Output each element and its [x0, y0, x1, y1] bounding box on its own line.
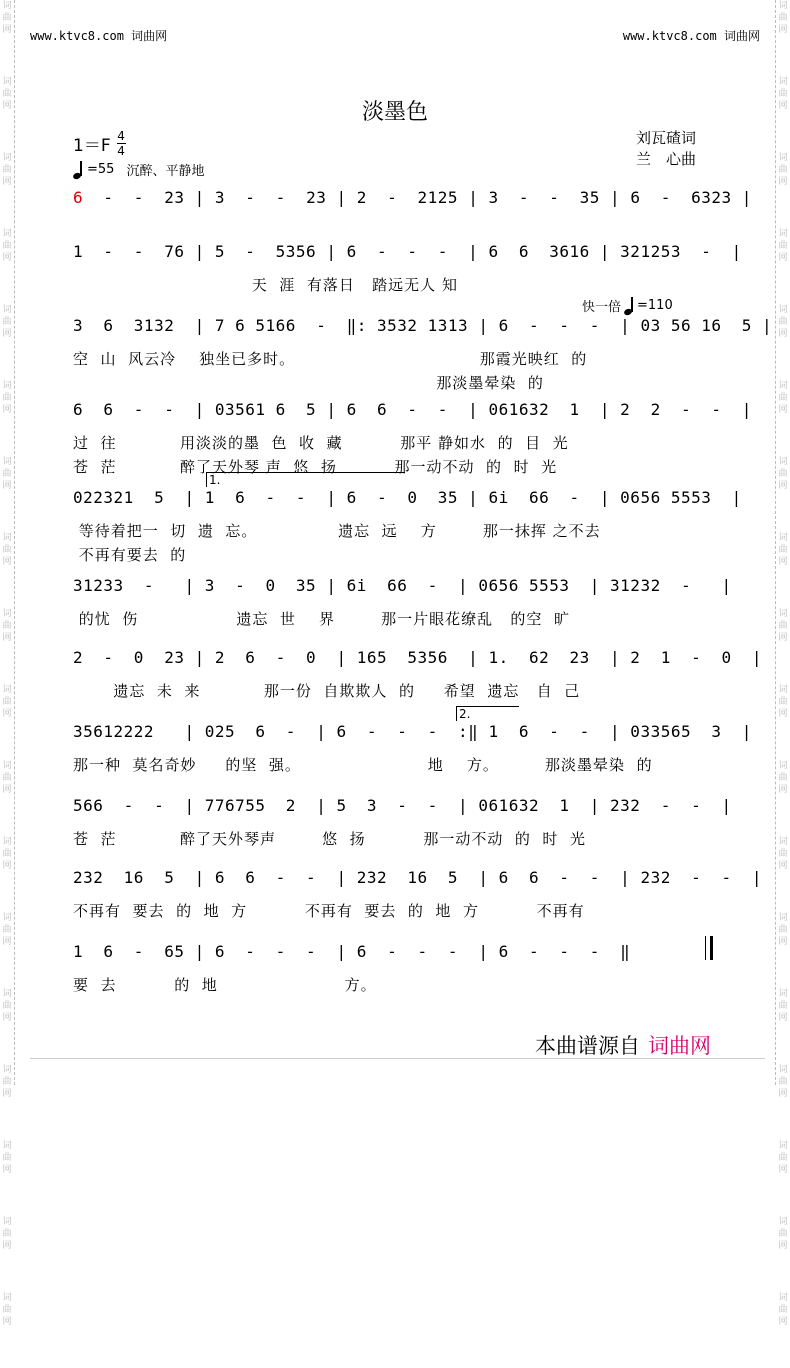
- notation-line: 31233 - | 3 - 0 35 | 6i 66 - | 0656 5553 | 31232 - |: [73, 576, 732, 595]
- side-watermark-char: 曲: [2, 469, 12, 479]
- lyric-line-2: 那淡墨晕染 的: [73, 374, 544, 392]
- footer-brand: 词曲网: [648, 1034, 711, 1058]
- side-watermark-char: 曲: [2, 1305, 12, 1315]
- left-watermark-strip: [0, 0, 15, 1327]
- side-watermark-char: 网: [2, 1089, 12, 1099]
- time-signature: [117, 130, 126, 157]
- side-watermark-char: 词: [778, 1065, 788, 1075]
- side-watermark-char: 曲: [2, 849, 12, 859]
- side-watermark-char: 词: [778, 1293, 788, 1303]
- side-watermark-char: 曲: [778, 773, 788, 783]
- side-watermark-char: 网: [2, 329, 12, 339]
- lyric-line: 苍 茫 醉了天外琴声 悠 扬 那一动不动 的 时 光: [73, 830, 586, 848]
- side-watermark-char: 曲: [778, 469, 788, 479]
- notation-line: 6 6 - - | 03561 6 5 | 6 6 - - | 061632 1 | 2 2 - - |: [73, 400, 752, 419]
- side-watermark-char: 曲: [778, 241, 788, 251]
- side-watermark-char: 词: [778, 609, 788, 619]
- side-watermark-char: 曲: [2, 241, 12, 251]
- side-watermark-char: 网: [778, 329, 788, 339]
- side-watermark-char: 曲: [2, 393, 12, 403]
- side-watermark-char: 网: [2, 861, 12, 871]
- key-signature: [73, 130, 126, 157]
- notation-line: 1 - - 76 | 5 - 5356 | 6 - - - | 6 6 3616 | 321253 - |: [73, 242, 742, 261]
- lyric-line-2: 苍 茫 醉了天外琴 声 悠 扬 那一动不动 的 时 光: [73, 458, 558, 476]
- lyric-line: 等待着把一 切 遗 忘。 遗忘 远 方 那一抹挥 之不去: [73, 522, 601, 540]
- side-watermark-char: 词: [778, 229, 788, 239]
- side-watermark-char: 网: [778, 1241, 788, 1251]
- right-watermark-strip: [775, 0, 790, 1327]
- side-watermark-char: 词: [2, 1, 12, 11]
- side-watermark-char: 曲: [2, 697, 12, 707]
- side-watermark-char: 词: [778, 457, 788, 467]
- side-watermark-char: 网: [2, 177, 12, 187]
- notation-line: 2 - 0 23 | 2 6 - 0 | 165 5356 | 1. 62 23 | 2 1 - 0 |: [73, 648, 763, 667]
- side-watermark-char: 网: [2, 253, 12, 263]
- quarter-note-icon: [73, 161, 83, 179]
- side-watermark-char: 网: [778, 937, 788, 947]
- side-watermark-char: 曲: [778, 165, 788, 175]
- side-watermark-char: 网: [2, 633, 12, 643]
- tempo-value: =55: [87, 162, 115, 177]
- notation-line: 566 - - | 776755 2 | 5 3 - - | 061632 1 | 232 - - |: [73, 796, 732, 815]
- side-watermark-char: 网: [778, 1013, 788, 1023]
- side-watermark-char: 词: [778, 1141, 788, 1151]
- song-title: 淡墨色: [361, 100, 428, 125]
- side-watermark-char: 网: [2, 481, 12, 491]
- side-watermark-char: 网: [778, 1317, 788, 1327]
- side-watermark-char: 网: [2, 709, 12, 719]
- side-watermark-char: 网: [2, 1165, 12, 1175]
- side-watermark-char: 词: [2, 837, 12, 847]
- side-watermark-char: 网: [778, 633, 788, 643]
- side-watermark-char: 网: [2, 1013, 12, 1023]
- side-watermark-char: 曲: [778, 13, 788, 23]
- side-watermark-char: 网: [778, 405, 788, 415]
- notation-line: 232 16 5 | 6 6 - - | 232 16 5 | 6 6 - - | 232 - - |: [73, 868, 763, 887]
- side-watermark-char: 曲: [2, 1229, 12, 1239]
- side-watermark-char: 词: [778, 381, 788, 391]
- key-label: 1＝F: [73, 136, 111, 156]
- lyric-line: 不再有 要去 的 地 方 不再有 要去 的 地 方 不再有: [73, 902, 585, 920]
- notation-line: 35612222 | 025 6 - | 6 - - - :‖ 1 6 - - | 033565 3 |: [73, 722, 752, 741]
- quarter-note-icon: [624, 297, 634, 315]
- side-watermark-char: 曲: [2, 925, 12, 935]
- side-watermark-char: 网: [778, 785, 788, 795]
- side-watermark-char: 词: [778, 761, 788, 771]
- notation-line: 022321 5 | 1 6 - - | 6 - 0 35 | 6i 66 - | 0656 5553 |: [73, 488, 742, 507]
- side-watermark-char: 词: [778, 989, 788, 999]
- side-watermark-char: 网: [778, 25, 788, 35]
- notation-line: [73, 188, 752, 207]
- side-watermark-char: 曲: [778, 1305, 788, 1315]
- volta-bracket: 2.: [456, 706, 519, 721]
- mood-text: 沉醉、平静地: [126, 164, 205, 179]
- side-watermark-char: 词: [778, 533, 788, 543]
- side-watermark-char: 词: [2, 1141, 12, 1151]
- side-watermark-char: 网: [2, 1241, 12, 1251]
- lyricist: 刘瓦碴词: [636, 129, 697, 147]
- side-watermark-char: 曲: [2, 13, 12, 23]
- side-watermark-char: 词: [778, 837, 788, 847]
- side-watermark-char: 网: [2, 785, 12, 795]
- time-top: 4: [117, 129, 125, 143]
- volta-bracket: 1.: [206, 472, 405, 487]
- side-watermark-char: 词: [778, 77, 788, 87]
- side-watermark-char: 网: [2, 937, 12, 947]
- side-watermark-char: 词: [2, 533, 12, 543]
- side-watermark-char: 曲: [778, 1229, 788, 1239]
- notation-rest: - - 23 | 3 - - 23 | 2 - 2125 | 3 - - 35 | 6 - 6323 |: [83, 188, 752, 207]
- notation-line: 1 6 - 65 | 6 - - - | 6 - - - | 6 - - - ‖: [73, 942, 631, 961]
- side-watermark-char: 曲: [2, 621, 12, 631]
- side-watermark-char: 曲: [778, 317, 788, 327]
- lyric-line: 遗忘 未 来 那一份 自欺欺人 的 希望 遗忘 自 己: [73, 682, 581, 700]
- side-watermark-char: 曲: [2, 317, 12, 327]
- side-watermark-char: 网: [778, 1165, 788, 1175]
- side-watermark-char: 词: [2, 1217, 12, 1227]
- watermark-url-left: www.ktvc8.com 词曲网: [30, 29, 168, 43]
- side-watermark-char: 曲: [2, 1153, 12, 1163]
- lyric-line-2: 不再有要去 的: [73, 546, 187, 564]
- side-watermark-char: 词: [2, 153, 12, 163]
- side-watermark-char: 网: [778, 709, 788, 719]
- side-watermark-char: 网: [778, 177, 788, 187]
- lyric-line: 要 去 的 地 方。: [73, 976, 377, 994]
- final-barline: [705, 936, 713, 960]
- side-watermark-char: 网: [2, 101, 12, 111]
- side-watermark-char: 网: [2, 1317, 12, 1327]
- side-watermark-char: 曲: [778, 545, 788, 555]
- side-watermark-char: 词: [2, 77, 12, 87]
- side-watermark-char: 曲: [778, 621, 788, 631]
- side-watermark-char: 词: [2, 989, 12, 999]
- side-watermark-char: 词: [2, 229, 12, 239]
- tempo-change-label: 快一倍: [582, 300, 622, 315]
- side-watermark-char: 词: [778, 1217, 788, 1227]
- side-watermark-char: 词: [778, 1, 788, 11]
- watermark-url-right: www.ktvc8.com 词曲网: [622, 29, 760, 43]
- side-watermark-char: 曲: [2, 1001, 12, 1011]
- lyric-line: 天 涯 有落日 踏远无人 知: [73, 276, 458, 294]
- side-watermark-char: 曲: [778, 697, 788, 707]
- lyric-line: 空 山 风云冷 独坐已多时。 那霞光映红 的: [73, 350, 588, 368]
- notation-line: 3 6 3132 | 7 6 5166 - ‖: 3532 1313 | 6 - - - | 03 56 16 5 |: [73, 316, 773, 335]
- lyric-line: 过 往 用淡淡的墨 色 收 藏 那平 静如水 的 目 光: [73, 434, 569, 452]
- side-watermark-char: 词: [2, 381, 12, 391]
- footer-source-text: 本曲谱源自: [535, 1034, 640, 1058]
- lyric-line: 的忧 伤 遗忘 世 界 那一片眼花缭乱 的空 旷: [73, 610, 570, 628]
- side-watermark-char: 词: [778, 913, 788, 923]
- footer-divider: [30, 1058, 765, 1059]
- side-watermark-char: 曲: [2, 165, 12, 175]
- side-watermark-char: 词: [778, 685, 788, 695]
- side-watermark-char: 曲: [778, 1001, 788, 1011]
- lyric-line: 那一种 莫名奇妙 的坚 强。 地 方。 那淡墨晕染 的: [73, 756, 653, 774]
- side-watermark-char: 词: [2, 761, 12, 771]
- side-watermark-char: 词: [2, 1293, 12, 1303]
- side-watermark-char: 网: [778, 253, 788, 263]
- side-watermark-char: 曲: [778, 89, 788, 99]
- side-watermark-char: 词: [2, 305, 12, 315]
- side-watermark-char: 曲: [2, 89, 12, 99]
- composer: 兰 心曲: [636, 150, 697, 168]
- side-watermark-char: 词: [778, 305, 788, 315]
- credits: [636, 128, 696, 170]
- tempo-change-value: =110: [637, 298, 673, 313]
- side-watermark-char: 词: [778, 153, 788, 163]
- side-watermark-char: 曲: [778, 1153, 788, 1163]
- side-watermark-char: 词: [2, 1065, 12, 1075]
- side-watermark-char: 词: [2, 913, 12, 923]
- side-watermark-char: 词: [2, 609, 12, 619]
- side-watermark-char: 网: [778, 861, 788, 871]
- tempo-change: [582, 296, 673, 315]
- side-watermark-char: 网: [778, 1089, 788, 1099]
- side-watermark-char: 曲: [2, 773, 12, 783]
- side-watermark-char: 曲: [778, 393, 788, 403]
- time-bottom: 4: [117, 144, 125, 158]
- side-watermark-char: 曲: [2, 1077, 12, 1087]
- side-watermark-char: 网: [778, 481, 788, 491]
- side-watermark-char: 曲: [778, 925, 788, 935]
- side-watermark-char: 曲: [778, 849, 788, 859]
- first-note: 6: [73, 188, 84, 207]
- side-watermark-char: 网: [2, 25, 12, 35]
- side-watermark-char: 网: [778, 101, 788, 111]
- side-watermark-char: 网: [778, 557, 788, 567]
- footer-source: [535, 1030, 711, 1060]
- side-watermark-char: 词: [2, 685, 12, 695]
- tempo-marking: [73, 160, 204, 179]
- side-watermark-char: 曲: [2, 545, 12, 555]
- side-watermark-char: 词: [2, 457, 12, 467]
- side-watermark-char: 网: [2, 405, 12, 415]
- side-watermark-char: 曲: [778, 1077, 788, 1087]
- side-watermark-char: 网: [2, 557, 12, 567]
